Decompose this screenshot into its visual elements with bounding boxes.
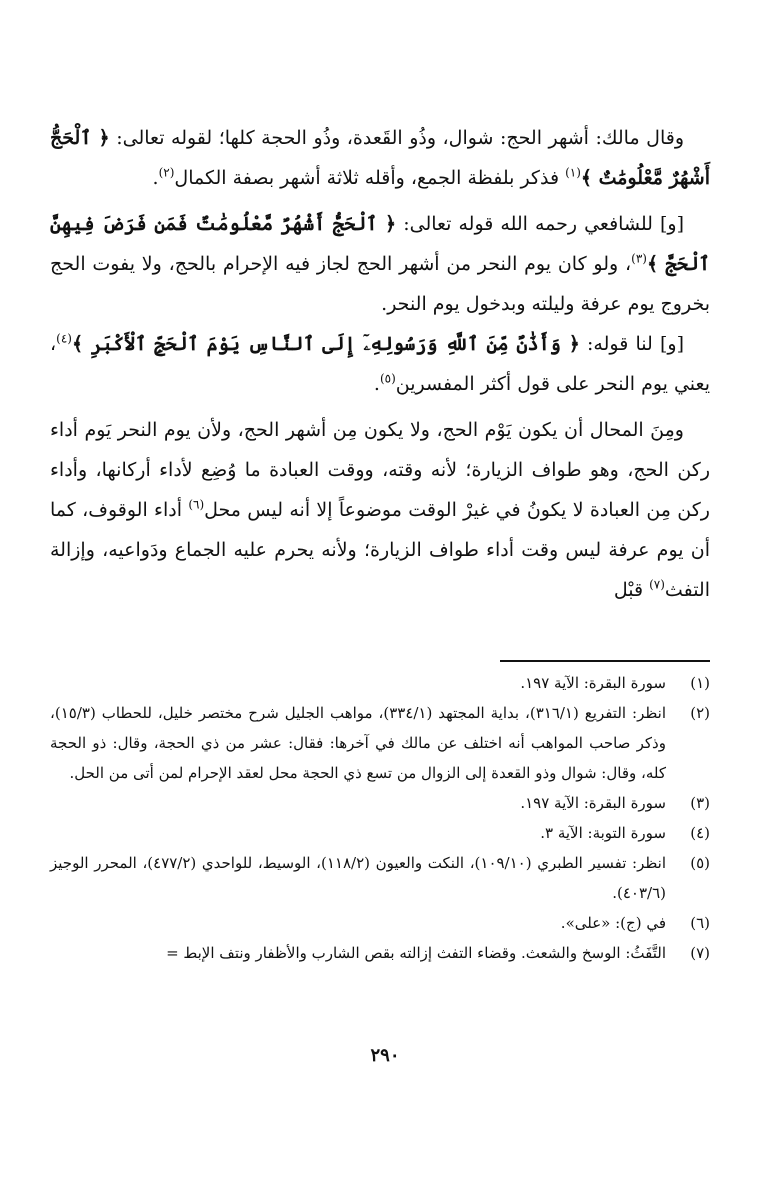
footnote-number: (١): [690, 674, 710, 692]
quran-verse-2: ﴿ ٱلْحَجُّ أَشْهُرٌ مَّعْلُومَٰتٌ فَمَن فَرَضَ فِيهِنَّ ٱلْحَجَّ ﴾: [50, 213, 710, 275]
footnote-ref-4: (٤): [56, 331, 72, 346]
paragraph-3-end: .: [373, 373, 380, 395]
paragraph-3-text: [و] لنا قوله:: [587, 333, 684, 355]
main-text: [50, 118, 710, 610]
footnotes-list: [50, 668, 710, 968]
footnote-6: [50, 908, 710, 938]
footnote-number: (٢): [690, 704, 710, 722]
quran-verse-3: ﴿ وَأَذَٰنٌ مِّنَ ٱللَّهِ وَرَسُولِهِۦٓ إِلَى ٱلنَّاسِ يَوْمَ ٱلْحَجِّ ٱلْأَكْبَرِ ﴾: [71, 333, 580, 355]
footnote-number: (٧): [690, 944, 710, 962]
footnote-number: (٦): [690, 914, 710, 932]
footnote-2: [50, 698, 710, 788]
paragraph-1: [50, 118, 710, 198]
footnote-number: (٣): [690, 794, 710, 812]
footnote-text: التَّفَثُ: الوسخ والشعث. وقضاء التفث إزالته بقص الشارب والأظفار ونتف الإبط =: [166, 944, 666, 962]
paragraph-4-rest: أداء الوقوف، كما أن يوم عرفة ليس وقت أداء طواف الزيارة؛ ولأنه يحرم عليه الجماع ودَواعيه، وإزالة التفث: [50, 499, 710, 601]
paragraph-2-text: [و] للشافعي رحمه الله قوله تعالى:: [403, 213, 684, 235]
footnote-text: انظر: التفريع (٣١٦/١)، بداية المجتهد (٣٣٤/١)، مواهب الجليل شرح مختصر خليل، للحطاب (١٥/٣)، وذكر صاحب المواهب أنه اختلف عن مالك في آخرها: فقال: عشر من ذي الحجة، وقال: ذو الحجة كله، وقال: شوال وذو القعدة إلى الزوال من تسع ذي الحجة محل لعقد الإحرام لمن أتى من الحل.: [50, 704, 666, 782]
paragraph-4-text: ومِنَ المحال أن يكون يَوْم الحج، ولا يكون مِن أشهر الحج، ولأن يوم النحر يَوم أداء ركن الحج، وهو طواف الزيارة؛ لأنه وقته، ووقت العبادة ما وُضِع لأداء أركانها، وأداء ركن مِن العبادة لا يكونُ في غيرْ الوقت موضوعاً إلا أنه ليس محل: [50, 419, 710, 521]
footnote-text: انظر: تفسير الطبري (١٠٩/١٠)، النكت والعيون (١١٨/٢)، الوسيط، للواحدي (٤٧٧/٢)، المحرر الوجيز (٤٠٣/٦).: [50, 854, 666, 902]
footnote-4: [50, 818, 710, 848]
page-number: ٢٩٠: [370, 1045, 400, 1066]
paragraph-4-end: قبْل: [613, 579, 644, 601]
paragraph-3: [50, 324, 710, 404]
paragraph-2: [50, 204, 710, 324]
footnote-5: [50, 848, 710, 908]
quran-verse-1: ﴿ ٱلْحَجُّ أَشْهُرٌ مَّعْلُومَٰتٌ ﴾: [50, 127, 710, 189]
footnote-ref-6: (٦): [188, 497, 205, 512]
paragraph-3-rest: ، يعني يوم النحر على قول أكثر المفسرين: [50, 333, 710, 395]
footnote-ref-5: (٥): [379, 371, 396, 386]
footnote-ref-2: (٢): [158, 165, 175, 180]
footnote-text: في (ج): «على».: [560, 914, 666, 932]
footnote-3: [50, 788, 710, 818]
paragraph-1-text: وقال مالك: أشهر الحج: شوال، وذُو القَعدة، وذُو الحجة كلها؛ لقوله تعالى:: [116, 127, 685, 149]
paragraph-1-end: .: [152, 167, 159, 189]
footnote-number: (٥): [690, 854, 710, 872]
footnote-1: [50, 668, 710, 698]
footnote-text: سورة البقرة: الآية ١٩٧.: [520, 794, 666, 812]
footnote-text: سورة البقرة: الآية ١٩٧.: [520, 674, 666, 692]
footnote-divider: [500, 660, 710, 662]
footnote-text: سورة التوبة: الآية ٣.: [540, 824, 666, 842]
paragraph-4: [50, 410, 710, 610]
paragraph-2-rest: ، ولو كان يوم النحر من أشهر الحج لجاز فيه الإحرام بالحج، ولا يفوت الحج بخروج يوم عرفة وليلته وبدخول يوم النحر.: [50, 253, 710, 315]
footnote-7: [50, 938, 710, 968]
paragraph-1-rest: فذكر بلفظة الجمع، وأقله ثلاثة أشهر بصفة الكمال: [174, 167, 560, 189]
footnote-ref-7: (٧): [649, 577, 665, 592]
footnote-ref-1: (١): [565, 165, 581, 180]
footnote-number: (٤): [690, 824, 710, 842]
footnote-ref-3: (٣): [631, 251, 647, 266]
